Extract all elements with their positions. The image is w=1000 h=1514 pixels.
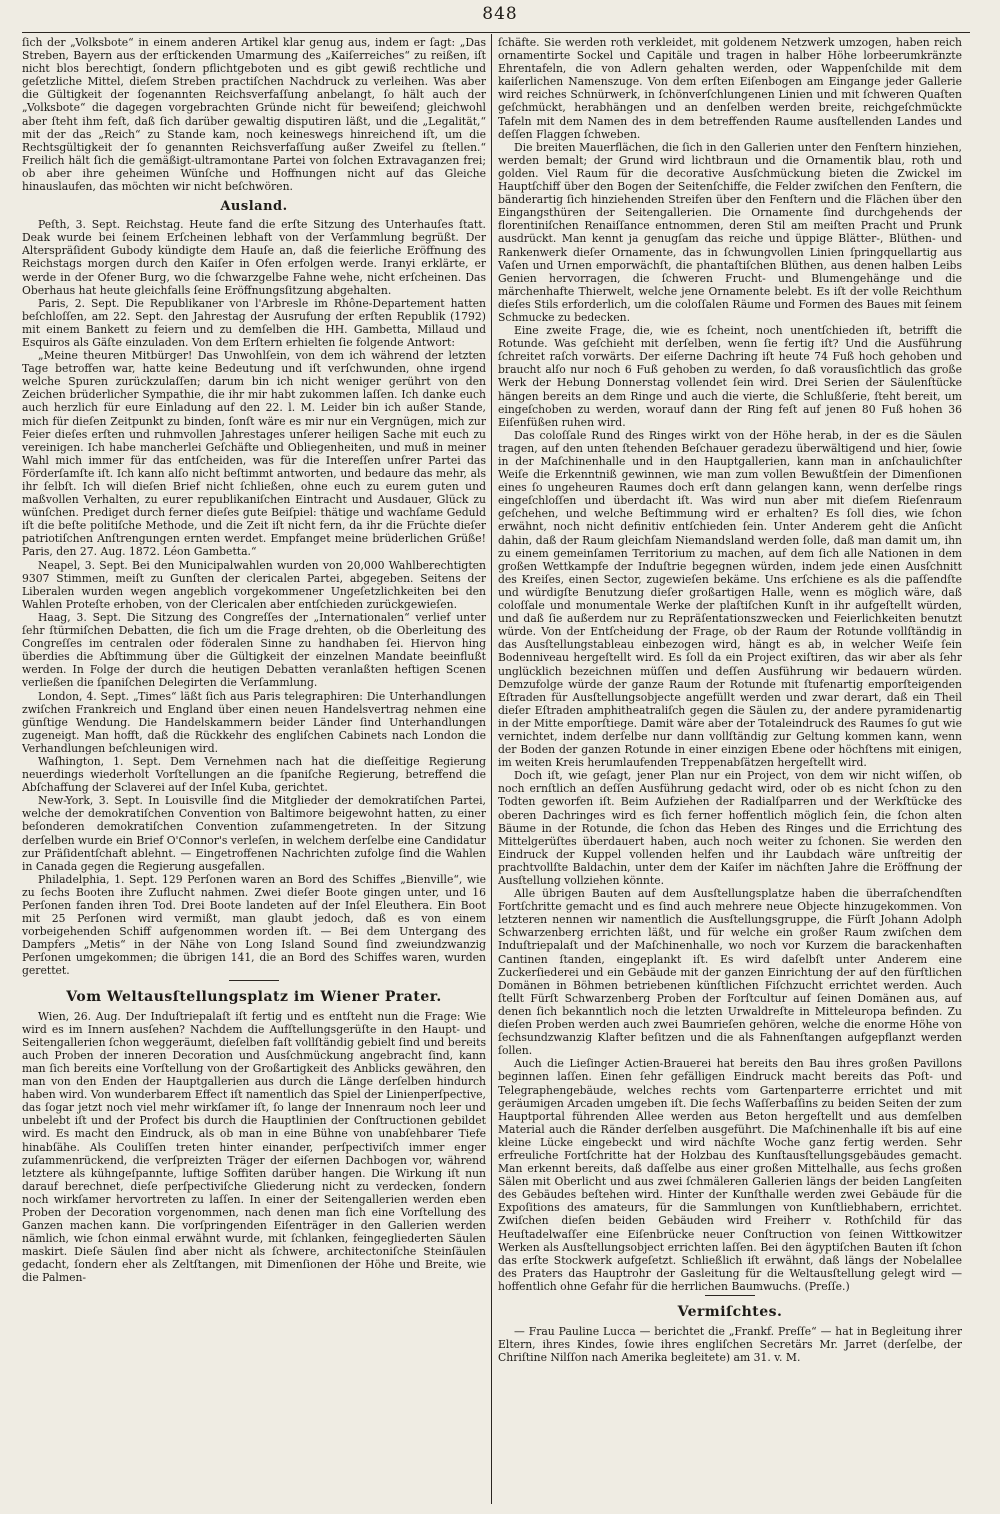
report-paris: Paris, 2. Sept. Die Republikaner von l'Arbresle im Rhône-Departement hatten beſchloſſen, am 22. Sept. den Jahrestag der Ausrufung der erſten Republik (1792) mit einem Bankett zu feiern und zu demſelben die HH. Gambetta, Millaud und Esquiros als Gäſte einzuladen. Von dem Erſtern erhielten ſie folgende Antwort:: [22, 296, 486, 349]
article-paragraph-3: Eine zweite Frage, die, wie es ſcheint, noch unentſchieden iſt, betrifft die Rotunde. Was geſchieht mit derſelben, wenn ſie fertig iſt? Und die Ausführung ſchreitet raſch vorwärts. Der eiſerne Dachring iſt heute 74 Fuß hoch gehoben und braucht alſo nur noch 6 Fuß gehoben zu werden, ſo daß vorausſichtlich das große Werk der Hebung Donnerstag vollendet ſein wird. Drei Serien der Säulenſtücke hängen bereits an dem Ringe und auch die vierte, die Schlußſerie, ſteht bereit, um eingeſchoben zu werden, worauf dann der Ring feſt auf jenen 80 Fuß hohen 36 Eiſenfüßen ruhen wird.: [498, 324, 962, 429]
article-paragraph-2: Die breiten Mauerflächen, die ſich in den Gallerien unter den Fenſtern hinziehen, werden bemalt; der Grund wird lichtbraun und die Ornamentik blau, roth und golden. Viel Raum für die decorative Ausſchmückung bieten die Zwickel im Hauptſchiff über den Bogen der Seitenſchiffe, die Felder zwiſchen den Fenſtern, die bänderartig ſich hinziehenden Streifen über den Fenſtern und die Flächen über den Eingangsthüren der Seitengallerien. Die Ornamente ſind durchgehends der florentiniſchen Renaiſſance entnommen, deren Stil am meiſten Pracht und Prunk ausdrückt. Man kennt ja genugſam das reiche und üppige Blätter-, Blüthen- und Rankenwerk dieſer Ornamente, das in ſchwungvollen Linien ſpringquellartig aus Vaſen und Urnen emporwächſt, die phantaſtiſchen Blüthen, aus denen halben Leibs Genien hervorragen, die ſchweren Frucht- und Blumengehänge und die märchenhafte Thierwelt, welche jene Ornamente belebt. Es iſt der volle Reichthum dieſes Stils erforderlich, um die coloſſalen Räume und Formen des Baues mit ſeinem Schmucke zu bedecken.: [498, 140, 962, 324]
report-neapel: Neapel, 3. Sept. Bei den Municipalwahlen wurden von 20,000 Wahlberechtigten 9307 Stimmen, meiſt zu Gunſten der clericalen Partei, abgegeben. Seitens der Liberalen wurden wegen angeblich vorgekommener Ungeſetzlichkeiten bei den Wahlen Proteſte erhoben, von der Clericalen aber entſchieden zurückgewieſen.: [22, 558, 486, 611]
gambetta-letter: „Meine theuren Mitbürger! Das Unwohlſein, von dem ich während der letzten Tage betroffen war, hatte keine Bedeutung und iſt verſchwunden, ohne irgend welche Spuren zurückzulaſſen; darum bin ich nicht weniger gerührt von den Zeichen brüderlicher Sympathie, die ihr mir habt zukommen laſſen. Ich danke euch auch herzlich für eure Einladung auf den 22. l. M. Leider bin ich außer Stande, mich für dieſen Zeitpunkt zu binden, ſonſt wäre es mir nur ein Vergnügen, mich zur Feier dieſes erſten und ruhmvollen Jahrestages unſerer heiligen Sache mit euch zu vereinigen. Ich habe mancherlei Geſchäfte und Obliegenheiten, und muß in meiner Wahl mich immer für das entſcheiden, was für die Intereſſen unſrer Partei das Förderſamſte iſt. Ich kann alſo nicht beſtimmt antworten, und bedaure das mehr, als ihr ſelbſt. Ich will dieſen Brief nicht ſchließen, ohne euch zu eurem guten und maßvollen Verhalten, zu eurer republikaniſchen Eintracht und Ausdauer, Glück zu wünſchen. Prediget durch ferner dieſes gute Beiſpiel: thätige und wachſame Geduld iſt die beſte politiſche Methode, und die Zeit iſt nicht fern, da ihr die Früchte dieſer patriotiſchen Anſtrengungen ernten werdet. Empfanget meine brüderlichen Grüße! Paris, den 27. Aug. 1872. Léon Gambetta.“: [22, 349, 486, 559]
article-paragraph-5: Doch iſt, wie geſagt, jener Plan nur ein Project, von dem wir nicht wiſſen, ob noch ernſtlich an deſſen Ausführung gedacht wird, oder ob es nicht ſchon zu den Todten geworfen iſt. Beim Aufziehen der Radialſparren und der Werkſtücke des oberen Dachringes wird es ſich ferner hoffentlich möglich ſein, die ſchon alten Bäume in der Rotunde, die ſchon das Heben des Ringes und die Errichtung des Mittelgerüſtes überdauert haben, auch noch weiter zu ſchonen. Sie werden den Eindruck der Kuppel vollenden helfen und ihr Laubdach wäre unſtreitig der prachtvollſte Baldachin, unter dem der Kaiſer im nächſten Jahre die Eröffnung der Ausſtellung vollziehen könnte.: [498, 769, 962, 887]
column-divider: [491, 34, 492, 1504]
article-paragraph-4: Das coloſſale Rund des Ringes wirkt von der Höhe herab, in der es die Säulen tragen, auf den unten ſtehenden Beſchauer geradezu überwältigend und hier, ſowie in der Maſchinenhalle und in den Hauptgallerien, kann man in anſchaulichſter Weiſe die Erkenntniß gewinnen, wie man zum vollen Bewußtſein der Dimenſionen eines ſo ungeheuren Raumes doch erſt dann gelangen kann, wenn derſelbe rings eingeſchloſſen und überdacht iſt. Was wird nun aber mit dieſem Rieſenraum geſchehen, und welche Beſtimmung wird er erhalten? Es ſoll dies, wie ſchon erwähnt, noch nicht definitiv entſchieden ſein. Unter Anderem geht die Anſicht dahin, daß der Raum gleichſam Niemandsland werden ſolle, daß man damit um, ihn zu einem gemeinſamen Territorium zu machen, auf dem ſich alle Nationen in dem großen Wettkampfe der Induſtrie begegnen würden, indem jede einen Ausſchnitt des Kreiſes, einen Sector, zugewieſen bekäme. Uns erſchiene es als die paſſendſte und würdigſte Benutzung dieſer großartigen Halle, wenn es möglich wäre, daß coloſſale und monumentale Werke der plaſtiſchen Kunſt in ihr aufgeſtellt würden, und daß ſie außerdem nur zu Repräſentationszwecken und Feierlichkeiten benutzt würde. Von der Entſcheidung der Frage, ob der Raum der Rotunde vollſtändig in das Ausſtellungstableau einbezogen wird, hängt es ab, in welcher Weiſe ſein Bodenniveau hergeſtellt wird. Es ſoll da ein Project exiſtiren, das wir aber als ſehr unglücklich bezeichnen müſſen und deſſen Ausführung wir bedauern würden. Demzufolge würde der ganze Raum der Rotunde mit ſtufenartig emporſteigenden Eſtraden für Ausſtellungsobjecte angefüllt werden und zwar derart, daß ein Theil dieſer Eſtraden amphitheatraliſch gegen die Säulen zu, der andere pyramidenartig in der Mitte emporſtiege. Damit wäre aber der Totaleindruck des Raumes ſo gut wie vernichtet, indem derſelbe nur dann vollſtändig zur Geltung kommen kann, wenn der Boden der ganzen Rotunde in einer einzigen Ebene oder höchſtens mit einigen, im weiten Kreis herumlaufenden Treppenabſätzen hergeſtellt wird.: [498, 428, 962, 770]
report-pesth: Peſth, 3. Sept. Reichstag. Heute fand die erſte Sitzung des Unterhauſes ſtatt. Deak wurde bei ſeinem Erſcheinen lebhaft von der Verſammlung begrüßt. Der Alterspräſident Gubody kündigte dem Hauſe an, daß die feierliche Eröffnung des Reichstags morgen durch den Kaiſer in Ofen erfolgen werde. Iranyi erklärte, er werde in der Ofener Burg, wo die ſchwarzgelbe Fahne wehe, nicht erſcheinen. Das Oberhaus hat heute gleichfalls ſeine Eröffnungsſitzung abgehalten.: [22, 218, 486, 297]
article-lucca: — Frau Pauline Lucca — berichtet die „Frankf. Preſſe“ — hat in Begleitung ihrer Eltern, ihres Kindes, ſowie ihres engliſchen Secretärs Mr. Jarret (derſelbe, der Chriſtine Nilſſon nach Amerika begleitete) am 31. v. M.: [498, 1325, 962, 1365]
header-rule: [22, 32, 970, 33]
section-heading-ausland: Ausland.: [220, 199, 288, 215]
left-column: [22, 36, 486, 1508]
section-heading-vermischtes: Vermiſchtes.: [677, 1304, 783, 1320]
article-paragraph-6: Alle übrigen Bauten auf dem Ausſtellungsplatze haben die überraſchendſten Fortſchritte gemacht und es ſind auch mehrere neue Objecte hinzugekommen. Von letzteren nennen wir namentlich die Ausſtellungsgruppe, die Fürſt Johann Adolph Schwarzenberg errichten läßt, und für welche ein großer Raum zwiſchen dem Induſtriepalaſt und der Maſchinenhalle, wo noch vor Kurzem die barackenhaften Cantinen ſtanden, eingeplankt iſt. Es wird daſelbſt unter Anderem eine Zuckerſiederei und ein Gebäude mit der ganzen Einrichtung der auf den fürſtlichen Domänen in Böhmen betriebenen künſtlichen Fiſchzucht errichtet werden. Auch ſtellt Fürſt Schwarzenberg Proben der Forſtcultur auf ſeinen Domänen aus, auf denen ſich bekanntlich noch die letzten Urwaldreſte in Mitteleuropa befinden. Zu dieſen Proben werden auch zwei Baumrieſen gehören, welche die enorme Höhe von ſechsundzwanzig Klafter beſitzen und die als Fahnenſtangen aufgepflanzt werden ſollen.: [498, 887, 962, 1058]
report-haag: Haag, 3. Sept. Die Sitzung des Congreſſes der „Internationalen“ verlief unter ſehr ſtürmiſchen Debatten, die ſich um die Frage drehten, ob die Oberleitung des Congreſſes im centralen oder föderalen Sinne zu handhaben ſei. Hiervon hing überdies die Abſtimmung über die Gültigkeit der einzelnen Mandate beeinflußt werden. In Folge der durch die heutigen Debatten veranlaßten heftigen Scenen verließen die ſpaniſchen Delegirten die Verſammlung.: [22, 610, 486, 690]
right-column: [498, 36, 962, 1508]
article-wien: Wien, 26. Aug. Der Induſtriepalaſt iſt fertig und es entſteht nun die Frage: Wie wird es im Innern ausſehen? Nachdem die Aufſtellungsgerüſte in den Haupt- und Seitengallerien ſchon weggeräumt, dieſelben faſt vollſtändig gebielt ſind und bereits auch Proben der inneren Decoration und Ausſchmückung angebracht ſind, kann man ſich bereits eine Vorſtellung von der Großartigkeit des Anblicks gewähren, den man von den Enden der Hauptgallerien aus durch die Länge derſelben hindurch haben wird. Von wunderbarem Effect iſt namentlich das Spiel der Linienperſpective, das ſogar jetzt noch viel mehr wirkſamer iſt, ſo lange der Innenraum noch leer und unbelebt iſt und der Profect bis durch die Hauptlinien der Conſtructionen gebildet wird. Es macht den Eindruck, als ob man in eine Bühne von unabſehbarer Tiefe hinabſähe. Als Couliſſen treten hinter einander, perſpectiviſch immer enger zuſammenrückend, die verſpreizten Träger der eiſernen Dachbogen vor, während letztere als kühngeſpannte, luftige Soffiten darüber hangen. Die Wirkung iſt nun darauf berechnet, dieſe perſpectiviſche Gliederung nicht zu verdecken, ſondern noch wirkſamer hervortreten zu laſſen. In einer der Seitengallerien werden eben Proben der Decoration vorgenommen, nach denen man ſich eine Vorſtellung des Ganzen machen kann. Die vorſpringenden Eiſenträger in den Gallerien werden nämlich, wie ſchon einmal erwähnt wurde, mit ſchlanken, feingegliederten Säulen maskirt. Dieſe Säulen ſind aber nicht als ſchwere, architectoniſche Steinſäulen gedacht, ſondern eher als Zeltſtangen, mit Dimenſionen der Höhe und Breite, wie die Palmen-: [22, 1009, 486, 1285]
article-volksbote: ſich der „Volksbote“ in einem anderen Artikel klar genug aus, indem er ſagt: „Das Streben, Bayern aus der erſtickenden Umarmung des „Kaiſerreiches“ zu reißen, iſt nicht blos berechtigt, ſondern pflichtgeboten und es gibt gewiß rechtliche und geſetzliche Mittel, dieſem Streben practiſchen Nachdruck zu verleihen. Was aber die Gültigkeit der ſogenannten Reichsverfaſſung anbelangt, ſo hält auch der „Volksbote“ die dagegen vorgebrachten Gründe nicht für beweiſend; gleichwohl aber ſteht ihm feſt, daß ſich darüber gewaltig disputiren läßt, und die „Legalität,“ mit der das „Reich“ zu Stande kam, noch keineswegs hinreichend iſt, um die Rechtsgültigkeit der ſo genannten Reichsverfaſſung außer Zweifel zu ſtellen.“ Freilich hält ſich die gemäßigt-ultramontane Partei von ſolchen Extravaganzen frei; ob aber ihre geheimen Wünſche und Hoffnungen nicht auf das Gleiche hinauslaufen, das möchten wir nicht beſchwören.: [22, 36, 486, 194]
report-newyork: New-York, 3. Sept. In Louisville ſind die Mitglieder der demokratiſchen Partei, welche der demokratiſchen Convention von Baltimore beigewohnt hatten, zu einer beſonderen demokratiſchen Convention zuſammengetreten. In der Sitzung derſelben wurde ein Brief O'Connor's verleſen, in welchem derſelbe eine Candidatur zur Präſidentſchaft ablehnt. — Eingetroffenen Nachrichten zufolge ſind die Wahlen in Canada gegen die Regierung ausgefallen.: [22, 794, 486, 873]
article-continuation: ſchäfte. Sie werden roth verkleidet, mit goldenem Netzwerk umzogen, haben reich ornamentirte Sockel und Capitäle und tragen in halber Höhe lorbeerumkränzte Ehrentafeln, die von Adlern gehalten werden, oder Wappenſchilde mit dem kaiſerlichen Namenszuge. Von dem erſten Eiſenbogen am Eingange jeder Gallerie wird reiches Schnürwerk, in ſchönverſchlungenen Linien und mit ſchweren Quaſten geſchmückt, herabhängen und an denſelben werden breite, reichgeſchmückte Tafeln mit dem Namen des in dem betreffenden Raume ausſtellenden Landes und deſſen Flaggen ſchweben.: [498, 36, 962, 141]
report-washington: Waſhington, 1. Sept. Dem Vernehmen nach hat die dieſſeitige Regierung neuerdings wiederholt Vorſtellungen an die ſpaniſche Regierung, betreffend die Abſchaffung der Sclaverei auf der Inſel Kuba, gerichtet.: [22, 754, 486, 795]
page-number: 848: [482, 4, 518, 24]
report-philadelphia: Philadelphia, 1. Sept. 129 Perſonen waren an Bord des Schiffes „Bienville“, wie zu ſechs Booten ihre Zuflucht nahmen. Zwei dieſer Boote gingen unter, und 16 Perſonen fanden ihren Tod. Drei Boote landeten auf der Inſel Eleuthera. Ein Boot mit 25 Perſonen wird vermißt, man glaubt jedoch, daß es von einem vorbeigehenden Schiff aufgenommen worden iſt. — Bei dem Untergang des Dampfers „Metis“ in der Nähe von Long Island Sound ſind zweiundzwanzig Perſonen umgekommen; die übrigen 141, die an Bord des Schiffes waren, wurden gerettet.: [22, 872, 486, 978]
section-divider: [229, 980, 279, 981]
report-london: London, 4. Sept. „Times“ läßt ſich aus Paris telegraphiren: Die Unterhandlungen zwiſchen Frankreich und England über einen neuen Handelsvertrag nehmen eine günſtige Wendung. Die Handelskammern beider Länder ſind Unterhandlungen zugeneigt. Man hofft, daß die Rückkehr des engliſchen Cabinets nach London die Verhandlungen beſchleunigen wird.: [22, 689, 486, 755]
section-heading-weltausstellung: Vom Weltausſtellungsplatz im Wiener Prater.: [66, 988, 442, 1005]
section-divider: [705, 1295, 755, 1296]
article-paragraph-7: Auch die Lieſinger Actien-Brauerei hat bereits den Bau ihres großen Pavillons beginnen laſſen. Einen ſehr gefälligen Eindruck macht bereits das Poſt- und Telegraphengebäude, welches rechts vom Gartenparterre errichtet und mit geräumigen Arcaden umgeben iſt. Die ſechs Waſſerbaſſins zu beiden Seiten der zum Hauptportal führenden Allee werden aus Beton hergeſtellt und aus demſelben Material auch die Ränder derſelben ausgeführt. Die Maſchinenhalle iſt bis auf eine kleine Lücke eingebeckt und wird nächſte Woche ganz fertig werden. Sehr erfreuliche Fortſchritte hat der Holzbau des Kunſtausſtellungsgebäudes gemacht. Man erkennt bereits, daß daſſelbe aus einer großen Mittelhalle, aus ſechs großen Sälen mit Oberlicht und aus zwei ſchmäleren Gallerien längs der beiden Langſeiten des Gebäudes beſtehen wird. Hinter der Kunſthalle werden zwei Gebäude für die Expoſitions des amateurs, für die Sammlungen von Kunſtliebhabern, errichtet. Zwiſchen dieſen beiden Gebäuden wird Freiherr v. Rothſchild für das Heuſtadelwaſſer eine Eiſenbrücke neuer Conſtruction von ſeinen Wittkowitzer Werken als Ausſtellungsobject errichten laſſen. Bei den ägyptiſchen Bauten iſt ſchon das erſte Stockwerk aufgeſetzt. Schließlich iſt erwähnt, daß längs der Nobelallee des Praters das Hauptrohr der Gasleitung für die Weltausſtellung gelegt wird — hoffentlich ohne Gefahr für die herrlichen Baumwuchs. (Preſſe.): [498, 1057, 962, 1293]
